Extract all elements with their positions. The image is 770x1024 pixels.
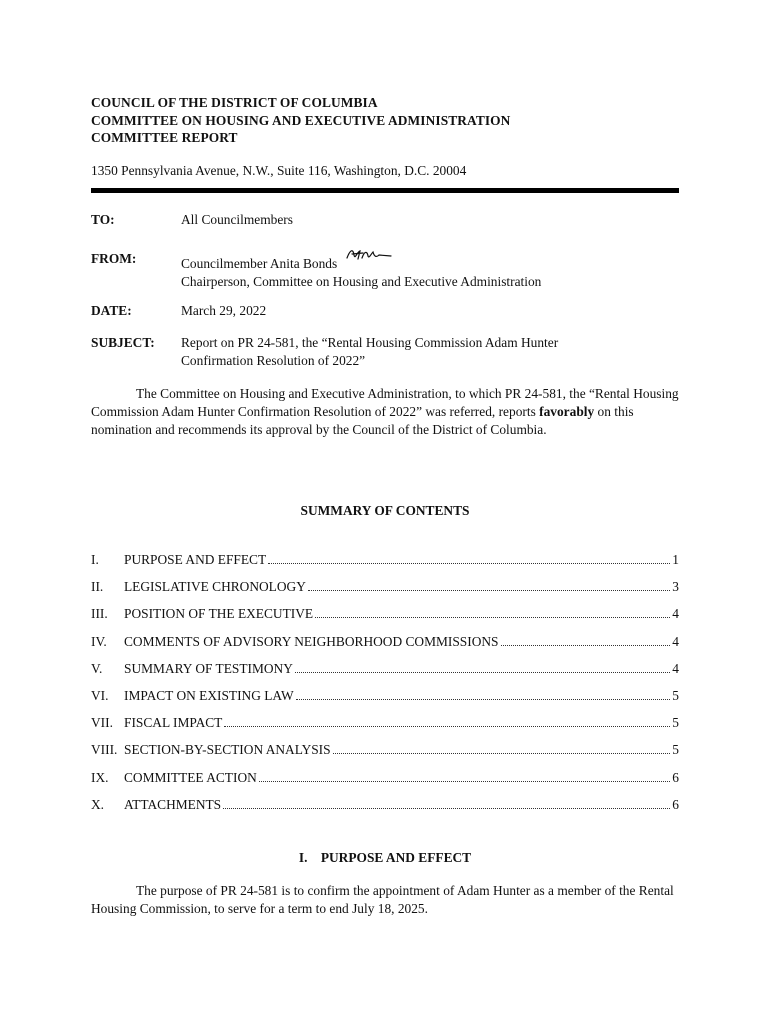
signature-initials bbox=[345, 246, 393, 269]
toc-title: ATTACHMENTS bbox=[124, 796, 222, 812]
toc-number: I. bbox=[91, 552, 99, 567]
subject-line-2: Confirmation Resolution of 2022” bbox=[181, 353, 366, 368]
intro-text-2: on this nomination and recommends its approval by the Council of the District of Columbia. bbox=[91, 404, 634, 437]
section-body: The purpose of PR 24-581 is to confirm the appointment of Adam Hunter as a member of the Rental Housing Commission, to serve for a term to end July 18, 2025. bbox=[91, 883, 674, 916]
toc-row bbox=[91, 770, 679, 797]
toc-page: 5 bbox=[672, 742, 679, 758]
council-name: COUNCIL OF THE DISTRICT OF COLUMBIA bbox=[91, 95, 378, 110]
subject-label: SUBJECT: bbox=[91, 335, 155, 350]
toc-leader bbox=[223, 808, 670, 809]
toc-title: IMPACT ON EXISTING LAW bbox=[124, 687, 294, 703]
toc-row bbox=[91, 715, 679, 742]
subject-block bbox=[181, 334, 558, 370]
intro-text-1: The Committee on Housing and Executive Administration, to which PR 24-581, the “Rental Housing Commission Adam Hunter Confirmation Resolution of 2022” was referred, reports bbox=[91, 386, 679, 419]
date-label: DATE: bbox=[91, 303, 132, 318]
toc-row bbox=[91, 552, 679, 579]
toc-leader bbox=[501, 645, 671, 646]
from-value: Councilmember Anita Bonds bbox=[181, 256, 338, 271]
committee-address: 1350 Pennsylvania Avenue, N.W., Suite 116, Washington, D.C. 20004 bbox=[91, 163, 467, 178]
toc-page: 3 bbox=[672, 579, 679, 595]
toc-page: 6 bbox=[672, 769, 679, 785]
toc-number: V. bbox=[91, 660, 103, 676]
toc-number: IX. bbox=[91, 769, 109, 785]
from-block bbox=[181, 250, 541, 291]
toc-number: III. bbox=[91, 606, 108, 622]
toc-leader bbox=[315, 617, 670, 618]
from-title: Chairperson, Committee on Housing and Executive Administration bbox=[181, 274, 542, 289]
toc-leader bbox=[295, 672, 670, 673]
toc-page: 6 bbox=[672, 796, 679, 812]
toc-row bbox=[91, 579, 679, 606]
toc-number: IV. bbox=[91, 633, 107, 649]
toc-row bbox=[91, 634, 679, 661]
toc-row bbox=[91, 661, 679, 688]
toc-number: VI. bbox=[91, 687, 109, 703]
header-divider bbox=[91, 188, 679, 193]
toc-page: 5 bbox=[672, 687, 679, 703]
toc-title: COMMITTEE ACTION bbox=[124, 769, 257, 785]
toc-title: PURPOSE AND EFFECT bbox=[124, 552, 267, 567]
toc-page: 4 bbox=[672, 660, 679, 676]
intro-paragraph bbox=[91, 385, 679, 439]
toc-number: VII. bbox=[91, 715, 113, 731]
report-header bbox=[91, 94, 510, 147]
summary-title: SUMMARY OF CONTENTS bbox=[300, 503, 470, 518]
toc-title: POSITION OF THE EXECUTIVE bbox=[124, 606, 314, 622]
table-of-contents bbox=[91, 552, 679, 824]
toc-row bbox=[91, 606, 679, 633]
toc-row bbox=[91, 797, 679, 824]
toc-leader bbox=[333, 753, 671, 754]
toc-leader bbox=[308, 590, 670, 591]
toc-title: FISCAL IMPACT bbox=[124, 715, 223, 731]
toc-title: SECTION-BY-SECTION ANALYSIS bbox=[124, 742, 331, 758]
to-label: TO: bbox=[91, 212, 115, 227]
toc-page: 5 bbox=[672, 715, 679, 731]
toc-row bbox=[91, 742, 679, 769]
toc-page: 1 bbox=[672, 552, 679, 567]
to-value: All Councilmembers bbox=[181, 212, 293, 227]
toc-number: II. bbox=[91, 579, 104, 595]
toc-row bbox=[91, 688, 679, 715]
report-type: COMMITTEE REPORT bbox=[91, 130, 238, 145]
toc-title: SUMMARY OF TESTIMONY bbox=[124, 660, 293, 676]
subject-line-1: Report on PR 24-581, the “Rental Housing Commission Adam Hunter bbox=[181, 335, 559, 350]
toc-title: COMMENTS OF ADVISORY NEIGHBORHOOD COMMISSIONS bbox=[124, 633, 499, 649]
toc-leader bbox=[224, 726, 670, 727]
from-label: FROM: bbox=[91, 251, 137, 266]
toc-leader bbox=[296, 699, 671, 700]
toc-leader bbox=[259, 781, 671, 782]
toc-page: 4 bbox=[672, 606, 679, 622]
date-value: March 29, 2022 bbox=[181, 303, 267, 318]
toc-title: LEGISLATIVE CHRONOLOGY bbox=[124, 579, 306, 595]
committee-name: COMMITTEE ON HOUSING AND EXECUTIVE ADMINISTRATION bbox=[91, 112, 511, 128]
toc-leader bbox=[268, 563, 670, 564]
toc-page: 4 bbox=[672, 633, 679, 649]
intro-bold-word: favorably bbox=[539, 404, 595, 419]
toc-number: VIII. bbox=[91, 742, 118, 758]
toc-number: X. bbox=[91, 796, 105, 812]
section-heading: I. PURPOSE AND EFFECT bbox=[298, 850, 472, 865]
